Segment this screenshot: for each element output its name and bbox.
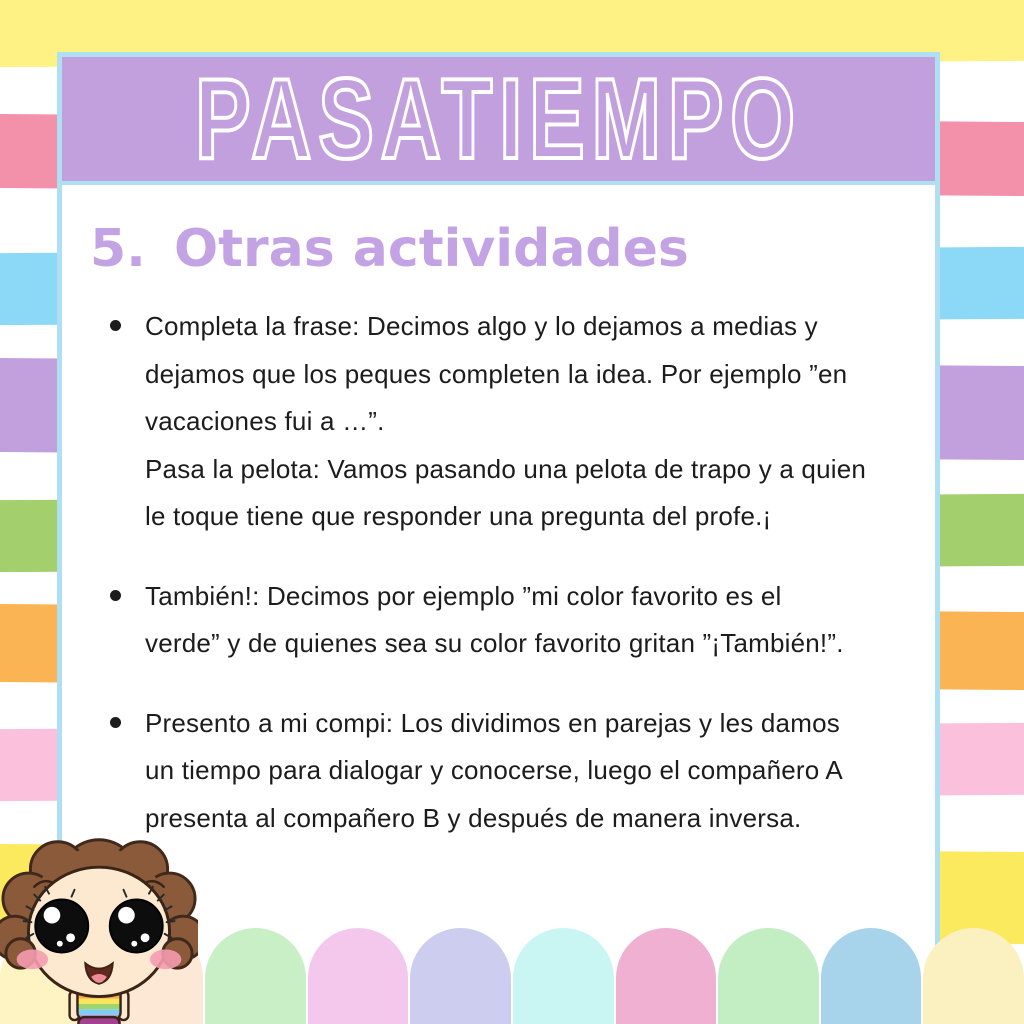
scallop-arch — [205, 928, 306, 1024]
text-line: Pasa la pelota: Vamos pasando una pelota de trapo y a quien — [145, 453, 867, 484]
kid-cheek — [150, 950, 181, 970]
list-item — [90, 303, 935, 541]
scallop-arch — [616, 928, 717, 1024]
text-line: Completa la frase: Decimos algo y lo dejamos a medias y — [145, 311, 818, 341]
text-line: presenta al compañero B y después de manera inversa. — [145, 802, 802, 833]
cartoon-kid-illustration — [0, 828, 198, 1024]
title-banner — [62, 54, 935, 185]
text-line: verde” y de quienes sea su color favorito gritan ”¡También!”. — [145, 628, 844, 658]
scallop-arch — [718, 928, 819, 1024]
scallop-arch — [410, 928, 511, 1024]
text-line: vacaciones fui a …”. — [145, 406, 385, 436]
page-title: PASATIEMPO — [195, 54, 802, 183]
list-item — [90, 573, 935, 668]
text-line: le toque tiene que responder una pregunta del profe.¡ — [145, 501, 772, 531]
list-item — [90, 700, 935, 843]
card-body — [62, 185, 935, 842]
text-line: un tiempo para dialogar y conocerse, luego el compañero A — [145, 755, 843, 785]
section-title: Otras actividades — [173, 219, 689, 279]
scallop-arch — [821, 928, 922, 1024]
section-number: 5. — [90, 219, 146, 279]
scallop-arch — [923, 928, 1024, 1024]
scallop-arch — [513, 928, 614, 1024]
text-line: dejamos que los peques completen la idea. Por ejemplo ”en — [145, 358, 848, 389]
text-line: Presento a mi compi: Los dividimos en parejas y les damos — [145, 707, 840, 738]
kid-pants — [78, 1017, 119, 1024]
text-line: También!: Decimos por ejemplo ”mi color favorito es el — [145, 580, 782, 611]
section-heading — [90, 219, 935, 279]
scallop-arch — [308, 928, 409, 1024]
kid-cheek — [17, 950, 48, 970]
activity-list — [90, 303, 935, 842]
